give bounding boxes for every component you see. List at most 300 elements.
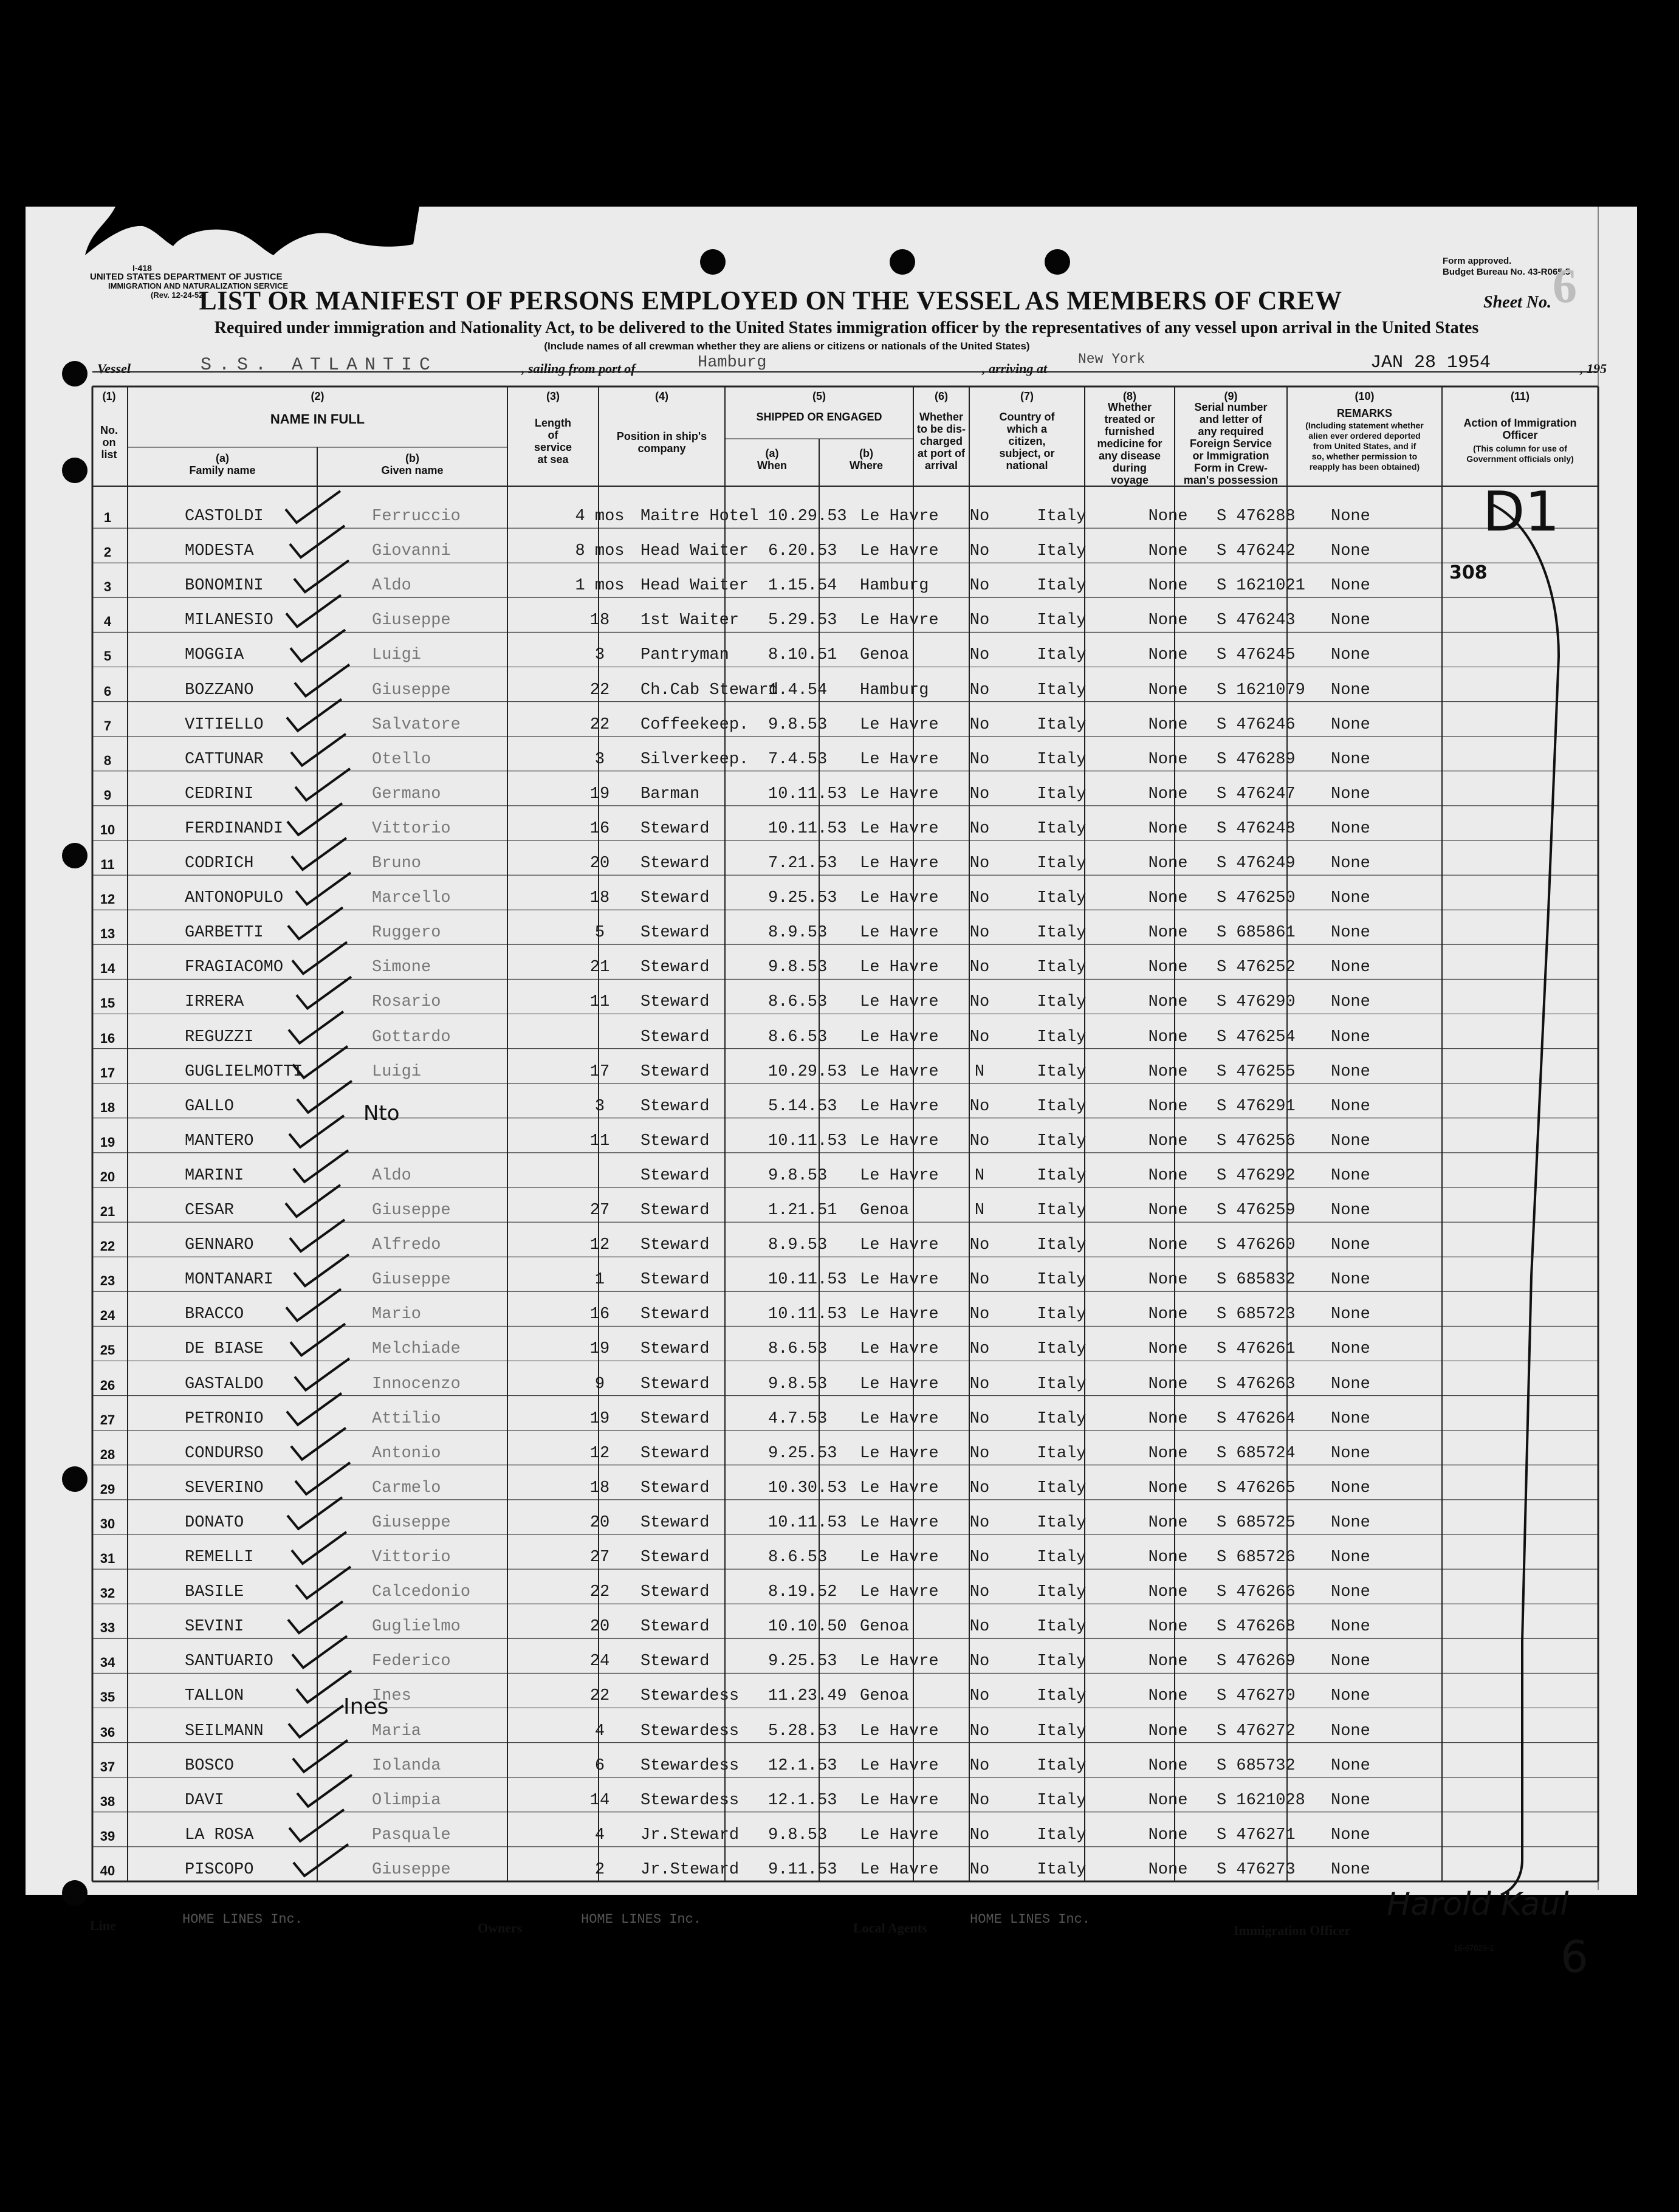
cell-when: 8.19.52	[768, 1583, 837, 1602]
row-number: 7	[103, 718, 112, 733]
cell-when: 9.8.53	[768, 1166, 828, 1185]
cell-position: Steward	[640, 1409, 710, 1428]
cell-service: 6	[594, 1756, 605, 1775]
form-number: I-418	[132, 263, 152, 273]
row-number: 9	[103, 787, 112, 803]
cell-remarks: None	[1331, 1791, 1370, 1810]
cell-country: Italy	[1037, 1444, 1087, 1463]
cell-remarks: None	[1331, 1583, 1370, 1602]
cell-discharge: No	[969, 1271, 990, 1290]
cell-when: 7.4.53	[768, 750, 828, 769]
cell-position: Steward	[640, 819, 710, 838]
cell-when: 10.11.53	[768, 785, 847, 803]
cell-position: Steward	[640, 1062, 710, 1081]
cell-remarks: None	[1331, 1236, 1370, 1255]
cell-given: Mario	[372, 1305, 422, 1324]
cell-given: Giuseppe	[372, 1513, 451, 1532]
cell-country: Italy	[1037, 542, 1087, 561]
cell-treated: None	[1148, 1028, 1188, 1046]
row-number: 12	[100, 891, 115, 907]
cell-remarks: None	[1331, 1271, 1370, 1290]
cell-service: 12	[589, 1444, 610, 1463]
cell-given: Melchiade	[372, 1340, 461, 1359]
cell-when: 9.8.53	[768, 715, 828, 734]
cell-remarks: None	[1331, 1548, 1370, 1567]
cell-family: VITIELLO	[185, 715, 264, 734]
cell-family: REMELLI	[185, 1548, 254, 1567]
row18-handwritten-note: Nto	[363, 1101, 400, 1125]
row-number: 22	[100, 1238, 115, 1254]
cell-discharge: No	[969, 924, 990, 943]
cell-when: 10.11.53	[768, 1132, 847, 1150]
row-number: 34	[100, 1655, 115, 1671]
row-number: 37	[100, 1759, 115, 1774]
cell-treated: None	[1148, 1652, 1188, 1671]
cell-family: GUGLIELMOTTI	[185, 1062, 303, 1081]
cell-treated: None	[1148, 1409, 1188, 1428]
cell-treated: None	[1148, 715, 1188, 734]
cell-serial: S 476265	[1217, 1479, 1296, 1497]
cell-serial: S 685724	[1217, 1444, 1296, 1463]
row-number: 2	[103, 544, 112, 560]
cell-position: Steward	[640, 1583, 710, 1602]
cell-treated: None	[1148, 611, 1188, 630]
year-suffix: , 195	[1580, 361, 1607, 376]
cell-when: 5.29.53	[768, 611, 837, 630]
cell-discharge: No	[969, 1132, 990, 1150]
cell-country: Italy	[1037, 1201, 1087, 1220]
cell-serial: S 685861	[1217, 924, 1296, 943]
cell-family: PETRONIO	[185, 1409, 264, 1428]
cell-service: 3	[594, 646, 605, 665]
cell-family: DE BIASE	[185, 1340, 264, 1359]
cell-family: CASTOLDI	[185, 507, 264, 526]
cell-service: 11	[589, 993, 610, 1012]
cell-position: Steward	[640, 1028, 710, 1046]
cell-when: 10.30.53	[768, 1479, 847, 1497]
cell-service: 24	[589, 1652, 610, 1671]
col6-header: Whether to be dis- charged at port of arrival	[917, 411, 966, 472]
cell-family: MANTERO	[185, 1132, 254, 1150]
cell-where: Le Havre	[860, 1097, 939, 1116]
cell-country: Italy	[1037, 1548, 1087, 1567]
cell-given: Olimpia	[372, 1791, 441, 1810]
cell-position: 1st Waiter	[640, 611, 740, 630]
cell-service: 16	[589, 1305, 610, 1324]
col5a-header: (a) When	[757, 447, 787, 472]
cell-service: 17	[589, 1062, 610, 1081]
cell-country: Italy	[1037, 1340, 1087, 1359]
cell-position: Stewardess	[640, 1722, 740, 1740]
cell-country: Italy	[1037, 1618, 1087, 1637]
cell-when: 8.10.51	[768, 646, 837, 665]
immigration-action-mark: D1	[1483, 480, 1560, 544]
cell-treated: None	[1148, 542, 1188, 561]
cell-family: BONOMINI	[185, 577, 264, 596]
cell-where: Le Havre	[860, 1166, 939, 1185]
cell-country: Italy	[1037, 1826, 1087, 1844]
cell-service: 20	[589, 1618, 610, 1637]
cell-remarks: None	[1331, 1062, 1370, 1081]
cell-remarks: None	[1331, 611, 1370, 630]
col11-number: (11)	[1510, 390, 1530, 402]
cell-position: Steward	[640, 1340, 710, 1359]
row-number: 27	[100, 1412, 115, 1427]
cell-position: Jr.Steward	[640, 1860, 740, 1879]
cell-remarks: None	[1331, 1340, 1370, 1359]
cell-treated: None	[1148, 1444, 1188, 1463]
cell-serial: S 476246	[1217, 715, 1296, 734]
cell-remarks: None	[1331, 1132, 1370, 1150]
cell-remarks: None	[1331, 542, 1370, 561]
cell-country: Italy	[1037, 577, 1087, 596]
cell-when: 9.25.53	[768, 1444, 837, 1463]
col4-header: Position in ship's company	[616, 430, 707, 455]
cell-when: 6.20.53	[768, 542, 837, 561]
cell-discharge: No	[969, 542, 990, 561]
cell-serial: S 476272	[1217, 1722, 1296, 1740]
col10-number: (10)	[1355, 390, 1375, 402]
cell-discharge: No	[969, 1375, 990, 1393]
cell-where: Le Havre	[860, 1513, 939, 1532]
cell-when: 8.6.53	[768, 1028, 828, 1046]
cell-service: 4 mos	[575, 507, 625, 526]
cell-serial: S 476249	[1217, 854, 1296, 873]
cell-country: Italy	[1037, 1097, 1087, 1116]
cell-given: Guglielmo	[372, 1618, 461, 1637]
cell-serial: S 476271	[1217, 1826, 1296, 1844]
cell-country: Italy	[1037, 1409, 1087, 1428]
cell-family: MONTANARI	[185, 1271, 273, 1290]
cell-serial: S 476247	[1217, 785, 1296, 803]
cell-where: Le Havre	[860, 1062, 939, 1081]
cell-discharge: No	[969, 1097, 990, 1116]
cell-family: DAVI	[185, 1791, 224, 1810]
cell-when: 10.11.53	[768, 1513, 847, 1532]
cell-service: 18	[589, 611, 610, 630]
form-code: 16-67829-1	[1454, 1943, 1494, 1953]
cell-given: Otello	[372, 750, 431, 769]
cell-where: Le Havre	[860, 854, 939, 873]
col5-number: (5)	[812, 390, 826, 402]
cell-remarks: None	[1331, 993, 1370, 1012]
cell-remarks: None	[1331, 1409, 1370, 1428]
cell-service: 22	[589, 1687, 610, 1706]
cell-country: Italy	[1037, 785, 1087, 803]
col1-number: (1)	[102, 390, 116, 402]
cell-service: 4	[594, 1826, 605, 1844]
cell-country: Italy	[1037, 1271, 1087, 1290]
cell-family: MILANESIO	[185, 611, 273, 630]
cell-position: Steward	[640, 1652, 710, 1671]
cell-discharge: No	[969, 1860, 990, 1879]
cell-given: Calcedonio	[372, 1583, 471, 1602]
cell-country: Italy	[1037, 1479, 1087, 1497]
cell-discharge: No	[969, 854, 990, 873]
cell-position: Steward	[640, 1479, 710, 1497]
cell-treated: None	[1148, 1687, 1188, 1706]
col9-number: (9)	[1224, 390, 1238, 402]
cell-position: Steward	[640, 924, 710, 943]
cell-where: Genoa	[860, 1687, 910, 1706]
cell-when: 8.9.53	[768, 1236, 828, 1255]
cell-service: 2	[594, 1860, 605, 1879]
cell-position: Maitre Hotel	[640, 507, 759, 526]
footer-agents-label: Local Agents	[853, 1920, 927, 1935]
sheet-label: Sheet No.	[1483, 293, 1551, 312]
cell-treated: None	[1148, 577, 1188, 596]
sailing-value: Hamburg	[698, 354, 767, 372]
cell-treated: None	[1148, 1236, 1188, 1255]
cell-where: Le Havre	[860, 889, 939, 908]
cell-service: 22	[589, 1583, 610, 1602]
cell-service: 20	[589, 854, 610, 873]
sheet-number: 6	[1553, 259, 1577, 313]
cell-position: Jr.Steward	[640, 1826, 740, 1844]
cell-given: Giuseppe	[372, 1271, 451, 1290]
cell-given: Pasquale	[372, 1826, 451, 1844]
cell-where: Le Havre	[860, 1583, 939, 1602]
cell-where: Le Havre	[860, 785, 939, 803]
arrival-date: JAN 28 1954	[1370, 352, 1491, 373]
row-number: 38	[100, 1793, 115, 1809]
cell-discharge: No	[969, 889, 990, 908]
row-number: 13	[100, 926, 115, 942]
cell-service: 18	[589, 1479, 610, 1497]
col11-header: Action of Immigration Officer	[1463, 417, 1577, 441]
cell-family: CESAR	[185, 1201, 235, 1220]
col2-header: NAME IN FULL	[270, 411, 365, 427]
row-number: 33	[100, 1620, 115, 1636]
cell-when: 5.28.53	[768, 1722, 837, 1740]
cell-when: 1.15.54	[768, 577, 837, 596]
cell-service: 22	[589, 715, 610, 734]
officer-signature: Harold Kaul	[1387, 1886, 1569, 1923]
cell-family: MODESTA	[185, 542, 254, 561]
col7-number: (7)	[1020, 390, 1034, 402]
cell-service: 8 mos	[575, 542, 625, 561]
cell-service: 5	[594, 924, 605, 943]
cell-given: Salvatore	[372, 715, 461, 734]
cell-given: Vittorio	[372, 819, 451, 838]
cell-treated: None	[1148, 681, 1188, 699]
cell-when: 4.7.53	[768, 1409, 828, 1428]
cell-position: Steward	[640, 1618, 710, 1637]
col3-header: Length of service at sea	[534, 417, 572, 465]
cell-serial: S 685732	[1217, 1756, 1296, 1775]
col9-header: Serial number and letter of any required Foreign Service or Immigration Form in Crew- man's possession	[1183, 401, 1279, 486]
cell-given: Ferruccio	[372, 507, 461, 526]
cell-serial: S 685832	[1217, 1271, 1296, 1290]
cell-position: Steward	[640, 1097, 710, 1116]
cell-discharge: No	[969, 1340, 990, 1359]
cell-discharge: No	[969, 1444, 990, 1463]
cell-treated: None	[1148, 1548, 1188, 1567]
cell-serial: S 476288	[1217, 507, 1296, 526]
cell-position: Stewardess	[640, 1791, 740, 1810]
cell-discharge: No	[969, 577, 990, 596]
footer-owners-value: HOME LINES Inc.	[581, 1912, 702, 1927]
cell-position: Steward	[640, 1201, 710, 1220]
cell-serial: S 476245	[1217, 646, 1296, 665]
cell-discharge: N	[974, 1062, 985, 1081]
row-number: 35	[100, 1689, 115, 1705]
cell-where: Le Havre	[860, 1305, 939, 1324]
col4-number: (4)	[655, 390, 668, 402]
cell-serial: S 476268	[1217, 1618, 1296, 1637]
cell-treated: None	[1148, 1375, 1188, 1393]
approval-note: Form approved.	[1443, 256, 1512, 266]
col11-subheader: (This column for use of Government officials only)	[1466, 444, 1574, 464]
cell-given: Gottardo	[372, 1028, 451, 1046]
cell-given: Giuseppe	[372, 681, 451, 699]
row-number: 20	[100, 1169, 115, 1184]
cell-given: Alfredo	[372, 1236, 441, 1255]
cell-remarks: None	[1331, 750, 1370, 769]
cell-serial: S 476290	[1217, 993, 1296, 1012]
row-number: 18	[100, 1099, 115, 1115]
cell-when: 1.4.54	[768, 681, 828, 699]
cell-family: FERDINANDI	[185, 819, 284, 838]
cell-given: Giuseppe	[372, 1201, 451, 1220]
cell-serial: S 476259	[1217, 1201, 1296, 1220]
cell-treated: None	[1148, 1756, 1188, 1775]
cell-given: Aldo	[372, 1166, 411, 1185]
cell-serial: S 476255	[1217, 1062, 1296, 1081]
cell-when: 10.11.53	[768, 1271, 847, 1290]
cell-serial: S 476243	[1217, 611, 1296, 630]
cell-family: FRAGIACOMO	[185, 958, 284, 977]
cell-where: Le Havre	[860, 1860, 939, 1879]
cell-discharge: No	[969, 1687, 990, 1706]
cell-when: 8.9.53	[768, 924, 828, 943]
cell-position: Pantryman	[640, 646, 729, 665]
cell-remarks: None	[1331, 1860, 1370, 1879]
cell-when: 5.14.53	[768, 1097, 837, 1116]
cell-serial: S 476254	[1217, 1028, 1296, 1046]
cell-when: 10.29.53	[768, 507, 847, 526]
cell-service: 19	[589, 1409, 610, 1428]
cell-country: Italy	[1037, 715, 1087, 734]
footer-agents-value: HOME LINES Inc.	[970, 1912, 1091, 1927]
cell-serial: S 476260	[1217, 1236, 1296, 1255]
cell-discharge: No	[969, 1618, 990, 1637]
cell-discharge: No	[969, 993, 990, 1012]
cell-remarks: None	[1331, 785, 1370, 803]
cell-serial: S 1621079	[1217, 681, 1305, 699]
cell-treated: None	[1148, 507, 1188, 526]
row-number: 31	[100, 1551, 115, 1566]
cell-where: Le Havre	[860, 1826, 939, 1844]
cell-service: 20	[589, 1513, 610, 1532]
cell-family: BRACCO	[185, 1305, 244, 1324]
row-number: 32	[100, 1585, 115, 1601]
col7-header: Country of which a citizen, subject, or national	[999, 411, 1055, 472]
row-number: 3	[103, 579, 112, 595]
col10-subheader: (Including statement whether alien ever ordered deported from United States, and if so, whether permission to reapply has been obtained)	[1305, 421, 1424, 472]
cell-family: BOZZANO	[185, 681, 254, 699]
cell-treated: None	[1148, 646, 1188, 665]
row-number: 26	[100, 1377, 115, 1393]
cell-country: Italy	[1037, 611, 1087, 630]
cell-where: Le Havre	[860, 1479, 939, 1497]
col8-number: (8)	[1123, 390, 1136, 402]
cell-family: CODRICH	[185, 854, 254, 873]
cell-country: Italy	[1037, 1166, 1087, 1185]
cell-serial: S 476266	[1217, 1583, 1296, 1602]
cell-position: Steward	[640, 1375, 710, 1393]
cell-serial: S 476270	[1217, 1687, 1296, 1706]
cell-remarks: None	[1331, 1618, 1370, 1637]
cell-where: Le Havre	[860, 507, 939, 526]
cell-service: 3	[594, 1097, 605, 1116]
cell-position: Ch.Cab Steward	[640, 681, 778, 699]
sailing-label: , sailing from port of	[521, 361, 636, 376]
row-number: 10	[100, 822, 115, 837]
cell-country: Italy	[1037, 924, 1087, 943]
cell-country: Italy	[1037, 1132, 1087, 1150]
cell-country: Italy	[1037, 1583, 1087, 1602]
cell-when: 11.23.49	[768, 1687, 847, 1706]
cell-remarks: None	[1331, 1166, 1370, 1185]
cell-when: 10.29.53	[768, 1062, 847, 1081]
cell-discharge: No	[969, 507, 990, 526]
row-number: 39	[100, 1828, 115, 1844]
footer-line-label: Line	[90, 1918, 116, 1933]
agency-name: UNITED STATES DEPARTMENT OF JUSTICE	[90, 272, 283, 282]
cell-where: Le Havre	[860, 542, 939, 561]
cell-treated: None	[1148, 958, 1188, 977]
cell-given: Aldo	[372, 577, 411, 596]
cell-serial: S 476292	[1217, 1166, 1296, 1185]
cell-remarks: None	[1331, 681, 1370, 699]
col2b-header: (b) Given name	[381, 452, 444, 476]
cell-treated: None	[1148, 1583, 1188, 1602]
row-number: 17	[100, 1065, 115, 1080]
form-title: LIST OR MANIFEST OF PERSONS EMPLOYED ON THE VESSEL AS MEMBERS OF CREW	[199, 286, 1342, 315]
col10-header: REMARKS	[1336, 407, 1392, 419]
row-number: 5	[103, 648, 112, 664]
cell-discharge: No	[969, 819, 990, 838]
cell-given: Giovanni	[372, 542, 451, 561]
row-number: 6	[103, 683, 112, 699]
cell-family: ANTONOPULO	[185, 889, 284, 908]
cell-remarks: None	[1331, 1652, 1370, 1671]
row-number: 25	[100, 1342, 115, 1358]
cell-position: Steward	[640, 1166, 710, 1185]
cell-given: Giuseppe	[372, 1860, 451, 1879]
cell-serial: S 476263	[1217, 1375, 1296, 1393]
cell-treated: None	[1148, 1166, 1188, 1185]
cell-family: IRRERA	[185, 993, 244, 1012]
col6-number: (6)	[935, 390, 948, 402]
cell-family: TALLON	[185, 1687, 244, 1706]
cell-given: Rosario	[372, 993, 441, 1012]
cell-country: Italy	[1037, 681, 1087, 699]
cell-serial: S 476252	[1217, 958, 1296, 977]
cell-discharge: No	[969, 1652, 990, 1671]
cell-service: 19	[589, 785, 610, 803]
cell-country: Italy	[1037, 1860, 1087, 1879]
cell-discharge: N	[974, 1166, 985, 1185]
cell-family: CONDURSO	[185, 1444, 264, 1463]
vessel-value: S.S. ATLANTIC	[201, 355, 438, 376]
cell-discharge: No	[969, 785, 990, 803]
arriving-value: New York	[1078, 351, 1145, 367]
cell-treated: None	[1148, 1479, 1188, 1497]
cell-treated: None	[1148, 993, 1188, 1012]
cell-discharge: No	[969, 750, 990, 769]
